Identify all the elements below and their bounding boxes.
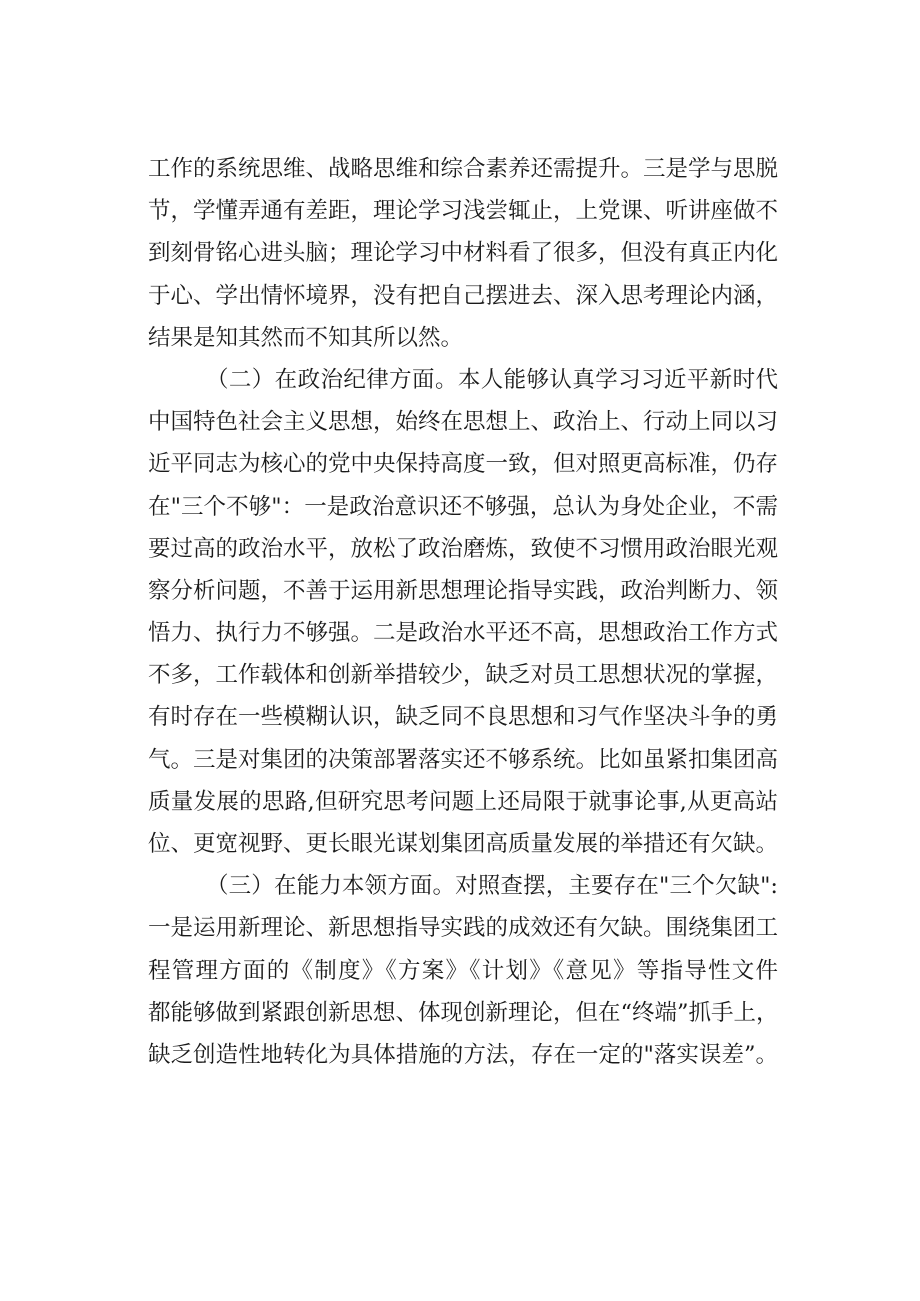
text-line: 在"三个不够"：一是政治意识还不够强，总认为身处企业，不需 bbox=[148, 493, 778, 520]
text-line: 缺乏创造性地转化为具体措施的方法，存在一定的"落实误差”。 bbox=[148, 1041, 778, 1068]
text-line: 程管理方面的《制度》《方案》《计划》《意见》等指导性文件 bbox=[148, 957, 778, 984]
text-line: 察分析问题，不善于运用新思想理论指导实践，政治判断力、领 bbox=[148, 577, 779, 604]
text-line: （三）在能力本领方面。对照查摆，主要存在"三个欠缺": bbox=[206, 873, 778, 900]
text-line: 一是运用新理论、新思想指导实践的成效还有欠缺。围绕集团工 bbox=[148, 915, 779, 942]
text-line: 质量发展的思路,但研究思考问题上还局限于就事论事,从更高站 bbox=[148, 788, 778, 815]
text-line: 节，学懂弄通有差距，理论学习浅尝辄止，上党课、听讲座做不 bbox=[148, 198, 779, 225]
text-line: 要过高的政治水平，放松了政治磨炼，致使不习惯用政治眼光观 bbox=[148, 535, 779, 562]
text-line: 结果是知其然而不知其所以然。 bbox=[148, 324, 464, 351]
text-line: 到刻骨铭心进头脑；理论学习中材料看了很多，但没有真正内化 bbox=[148, 240, 779, 267]
text-line: 于心、学出情怀境界，没有把自己摆进去、深入思考理论内涵， bbox=[148, 282, 779, 309]
text-line: 气。三是对集团的决策部署落实还不够系统。比如虽紧扣集团高 bbox=[148, 746, 779, 773]
text-line: （二）在政治纪律方面。本人能够认真学习习近平新时代 bbox=[206, 366, 778, 393]
text-line: 中国特色社会主义思想，始终在思想上、政治上、行动上同以习 bbox=[148, 409, 779, 436]
text-line: 都能够做到紧跟创新思想、体现创新理论，但在“终端”抓手上， bbox=[148, 999, 779, 1026]
text-line: 悟力、执行力不够强。二是政治水平还不高，思想政治工作方式 bbox=[148, 620, 779, 647]
text-line: 工作的系统思维、战略思维和综合素养还需提升。三是学与思脱 bbox=[148, 156, 779, 182]
text-line: 位、更宽视野、更长眼光谋划集团高质量发展的举措还有欠缺。 bbox=[148, 831, 779, 857]
text-line: 近平同志为核心的党中央保持高度一致，但对照更高标准，仍存 bbox=[148, 451, 779, 478]
text-line: 有时存在一些模糊认识，缺乏同不良思想和习气作坚决斗争的勇 bbox=[148, 704, 779, 731]
document-body bbox=[148, 148, 778, 1076]
text-line: 不多，工作载体和创新举措较少，缺乏对员工思想状况的掌握， bbox=[148, 662, 779, 689]
